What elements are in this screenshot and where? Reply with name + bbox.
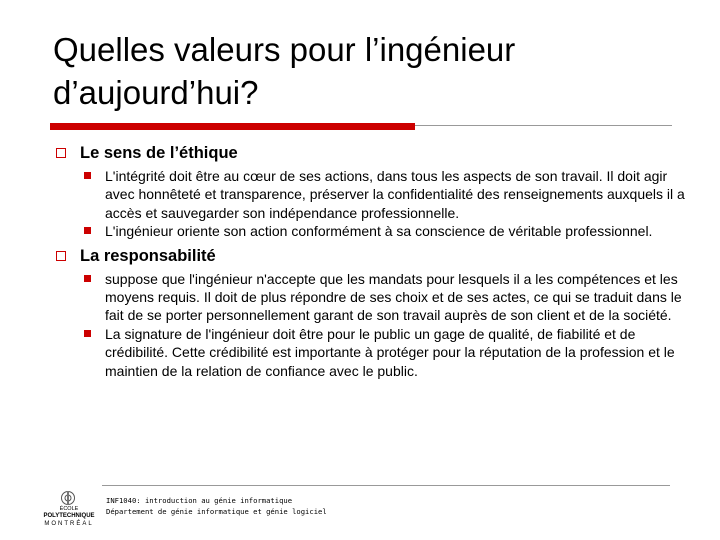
polytechnique-emblem-icon <box>60 490 76 506</box>
bullet-item <box>105 325 686 380</box>
slide-title <box>53 28 693 114</box>
bullet-item <box>105 167 686 222</box>
filled-square-bullet-icon <box>84 275 91 282</box>
filled-square-bullet-icon <box>84 330 91 337</box>
footer-course: INF1040: introduction au génie informatique <box>106 496 293 505</box>
hollow-square-bullet-icon <box>56 148 66 158</box>
bullet-item <box>105 270 686 325</box>
bullet-item <box>105 222 686 240</box>
bullet-text: L'intégrité doit être au cœur de ses actions, dans tous les aspects de son travail. Il doit agir avec honnêteté et transparence, préserver la confidentialité des renseignements auxquels il a accès et sauvegarder son indépendance professionnelle. <box>105 168 685 221</box>
bullet-text: La signature de l'ingénieur doit être pour le public un gage de qualité, de fiabilité et de crédibilité. Cette crédibilité est importante à protéger pour la réputation de la profession et le maintien de la relation de confiance avec le public. <box>105 325 675 379</box>
section-heading <box>56 245 686 267</box>
section-heading <box>56 142 686 164</box>
bullet-text: suppose que l'ingénieur n'accepte que les mandats pour lesquels il a les compétences et les moyens requis. Il doit de plus répondre de ses choix et de ses actes, ce qui se traduit dans le fait de se porter personnellement garant de son travail auprès de son client et de la société. <box>105 270 682 324</box>
title-line-2: d’aujourd’hui? <box>53 74 259 111</box>
logo-text-montreal: MONTRÉAL <box>44 521 94 527</box>
section-heading-text: La responsabilité <box>80 246 216 265</box>
footer-divider <box>102 485 670 486</box>
section-heading-text: Le sens de l’éthique <box>80 144 238 162</box>
footer-department: Département de génie informatique et génie logiciel <box>106 506 327 516</box>
slide-body <box>56 142 686 384</box>
polytechnique-logo <box>40 490 98 534</box>
section-responsabilite <box>56 245 686 380</box>
bullet-text: L'ingénieur oriente son action conformément à sa conscience de véritable professionnel. <box>105 223 653 240</box>
filled-square-bullet-icon <box>84 227 91 234</box>
footer-text <box>106 496 327 517</box>
logo-text-ecole: ÉCOLE <box>59 506 79 512</box>
filled-square-bullet-icon <box>84 172 91 179</box>
logo-text-polytechnique: POLYTECHNIQUE <box>43 513 95 519</box>
title-line-1: Quelles valeurs pour l’ingénieur <box>53 31 516 68</box>
title-accent-bar <box>50 123 415 130</box>
hollow-square-bullet-icon <box>56 251 66 261</box>
section-ethique <box>56 142 686 241</box>
